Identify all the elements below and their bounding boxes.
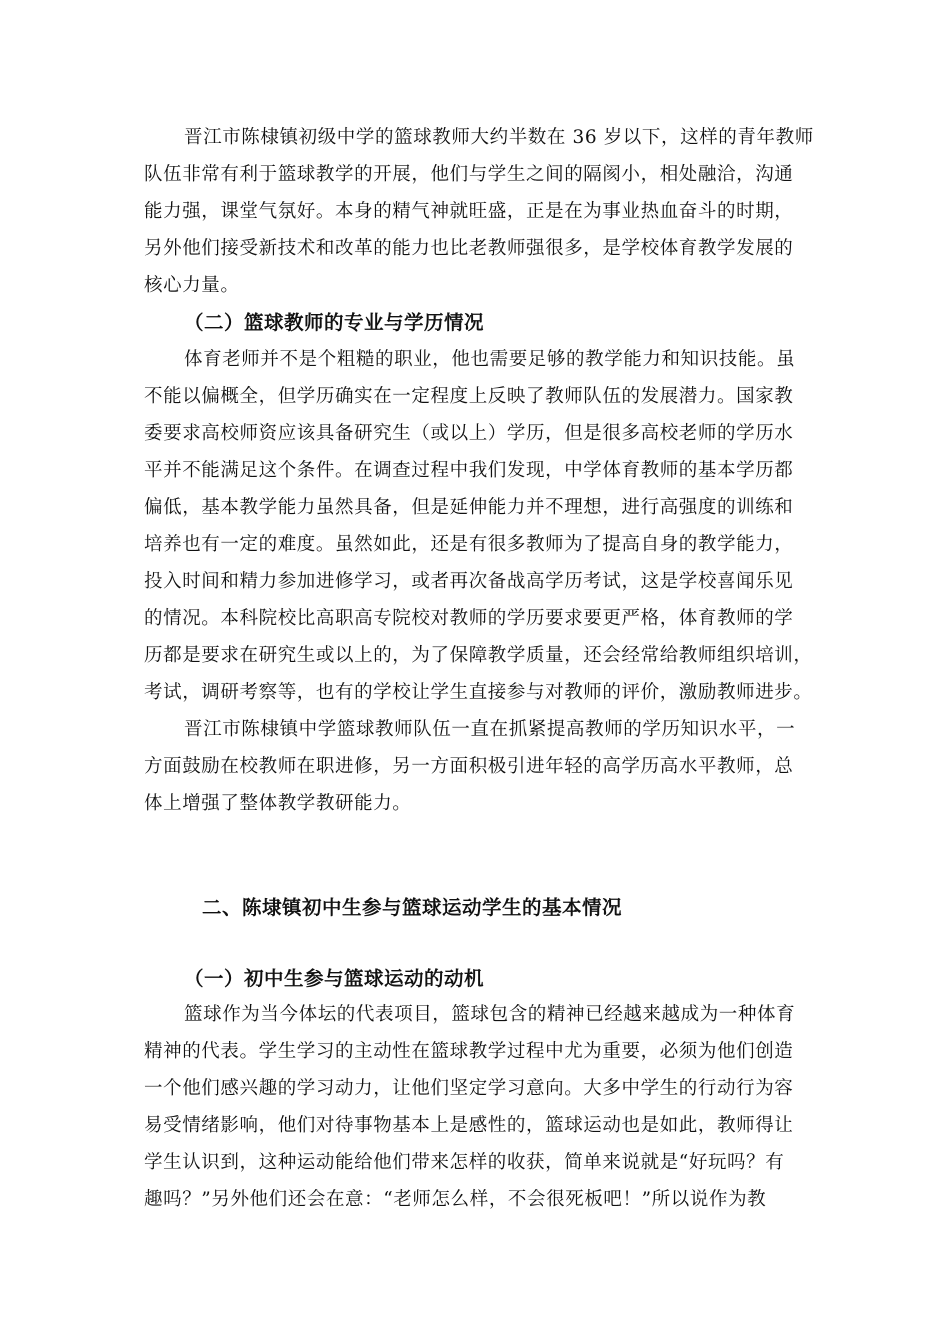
paragraph-line: 偏低，基本教学能力虽然具备，但是延伸能力并不理想，进行高强度的训练和 <box>144 497 794 518</box>
paragraph-line: 精神的代表。学生学习的主动性在篮球教学过程中尤为重要，必须为他们创造 <box>144 1041 794 1062</box>
paragraph-line: 易受情绪影响，他们对待事物基本上是感性的，篮球运动也是如此，教师得让 <box>144 1115 794 1136</box>
paragraph-line: 平并不能满足这个条件。在调查过程中我们发现，中学体育教师的基本学历都 <box>144 460 794 481</box>
paragraph-line: 晋江市陈棣镇初级中学的篮球教师大约半数在 36 岁以下，这样的青年教师 <box>184 127 814 148</box>
paragraph-line: 考试，调研考察等，也有的学校让学生直接参与对教师的评价，激励教师进步。 <box>144 682 813 703</box>
paragraph-line: 投入时间和精力参加进修学习，或者再次备战高学历考试，这是学校喜闻乐见 <box>144 571 794 592</box>
chapter-heading: 二、陈埭镇初中生参与篮球运动学生的基本情况 <box>202 896 623 919</box>
paragraph-line: 历都是要求在研究生或以上的，为了保障教学质量，还会经常给教师组织培训， <box>144 645 813 666</box>
paragraph-line: 队伍非常有利于篮球教学的开展，他们与学生之间的隔阂小，相处融洽，沟通 <box>144 164 794 185</box>
paragraph-line: 核心力量。 <box>144 275 240 296</box>
paragraph-line: 的情况。本科院校比高职高专院校对教师的学历要求要更严格，体育教师的学 <box>144 608 794 629</box>
paragraph-line: 体育老师并不是个粗糙的职业，他也需要足够的教学能力和知识技能。虽 <box>184 349 796 370</box>
paragraph-line: 能力强，课堂气氛好。本身的精气神就旺盛，正是在为事业热血奋斗的时期， <box>144 201 794 222</box>
paragraph-line: 趣吗？”另外他们还会在意：“老师怎么样，不会很死板吧！”所以说作为教 <box>144 1189 767 1210</box>
paragraph-line: 另外他们接受新技术和改革的能力也比老教师强很多，是学校体育教学发展的 <box>144 238 794 259</box>
section-heading: （一）初中生参与篮球运动的动机 <box>184 967 485 990</box>
paragraph-line: 晋江市陈棣镇中学篮球教师队伍一直在抓紧提高教师的学历知识水平，一 <box>184 719 796 740</box>
paragraph-line: 委要求高校师资应该具备研究生（或以上）学历，但是很多高校老师的学历水 <box>144 423 794 444</box>
section-heading: （二）篮球教师的专业与学历情况 <box>184 311 485 334</box>
paragraph-line: 培养也有一定的难度。虽然如此，还是有很多教师为了提高自身的教学能力， <box>144 534 794 555</box>
paragraph-line: 不能以偏概全，但学历确实在一定程度上反映了教师队伍的发展潜力。国家教 <box>144 386 794 407</box>
paragraph-line: 体上增强了整体教学教研能力。 <box>144 793 412 814</box>
paragraph-line: 学生认识到，这种运动能给他们带来怎样的收获，简单来说就是“好玩吗？有 <box>144 1152 785 1173</box>
paragraph-line: 一个他们感兴趣的学习动力，让他们坚定学习意向。大多中学生的行动行为容 <box>144 1078 794 1099</box>
paragraph-line: 方面鼓励在校教师在职进修，另一方面积极引进年轻的高学历高水平教师，总 <box>144 756 794 777</box>
paragraph-line: 篮球作为当今体坛的代表项目，篮球包含的精神已经越来越成为一种体育 <box>184 1004 796 1025</box>
